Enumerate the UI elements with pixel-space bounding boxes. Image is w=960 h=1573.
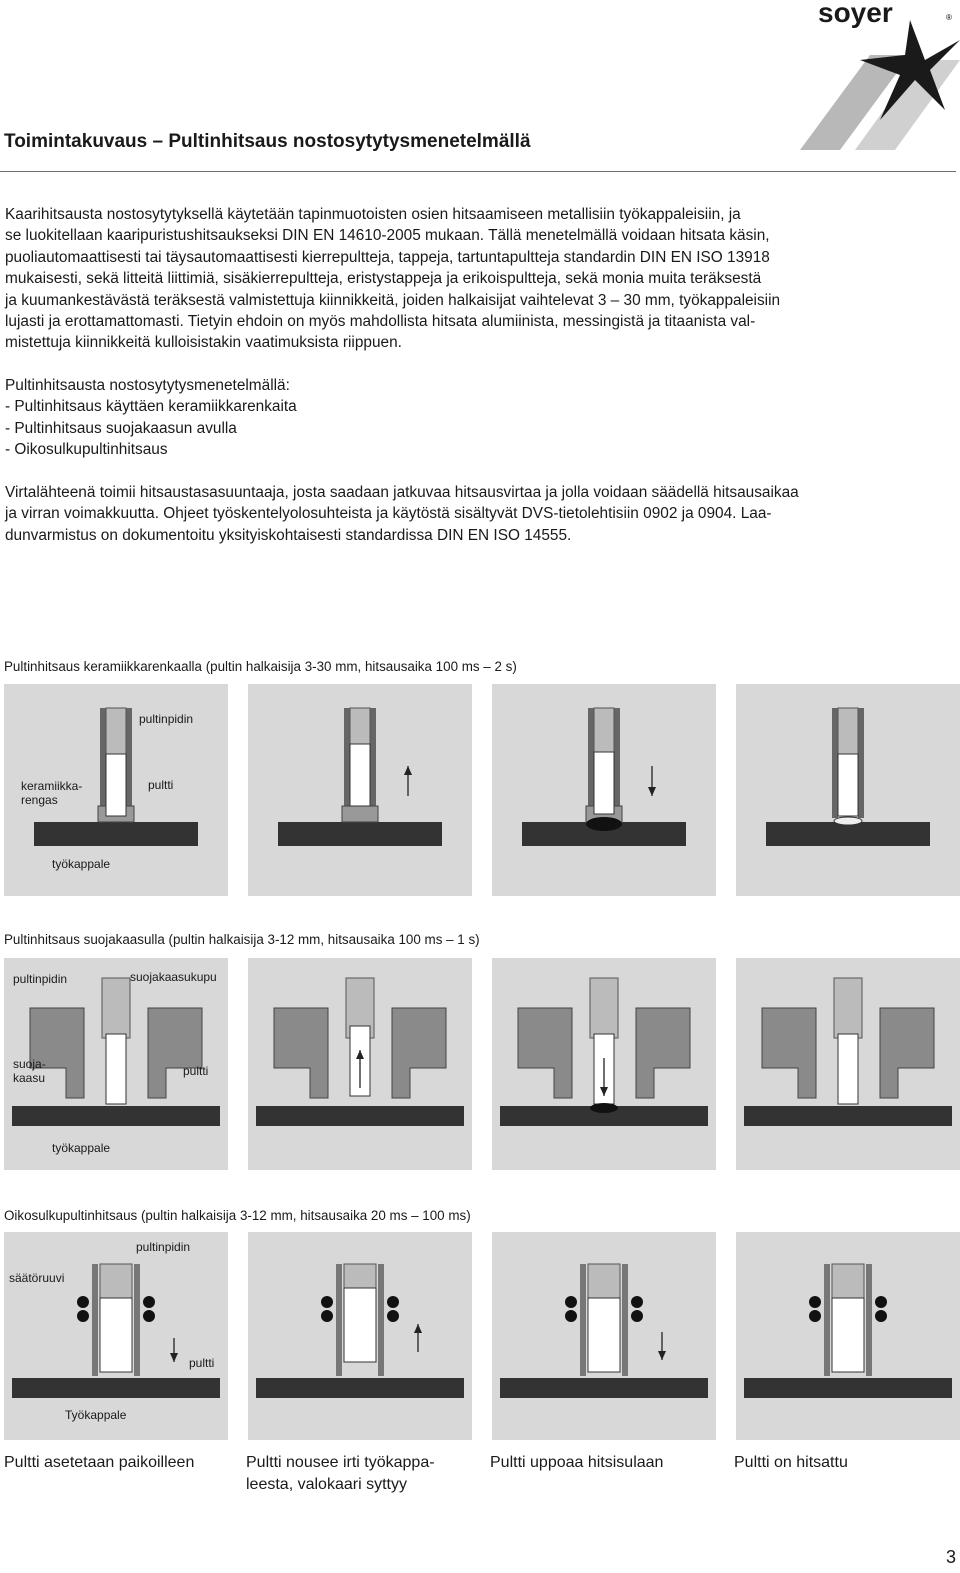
step-caption-3: Pultti uppoaa hitsisulaan [490,1454,664,1471]
step-caption-2: Pultti nousee irti työkappa- leesta, valokaari syttyy [246,1454,435,1493]
label-stud: pultti [148,778,174,792]
shielding-gas-diagram-step-2 [248,958,472,1170]
label-gas-cup: suojakaasukupu [130,970,217,984]
list-item: - Oikosulkupultinhitsaus [5,441,168,459]
section-caption-shielding-gas: Pultinhitsaus suojakaasulla (pultin halkaisija 3-12 mm, hitsausaika 100 ms – 1 s) [4,932,480,947]
page-number: 3 [945,1547,956,1567]
section-caption-ceramic: Pultinhitsaus keramiikkarenkaalla (pultin halkaisija 3-30 mm, hitsausaika 100 ms – 2 s) [4,659,517,674]
title-divider [0,171,956,172]
label-workpiece: Työkappale [65,1408,127,1422]
label-holder: pultinpidin [13,972,68,986]
power-source-paragraph: Virtalähteenä toimii hitsaustasasuuntaaja, josta saadaan jatkuvaa hitsausvirtaa ja jolla voidaan säädellä hitsausaikaa ja virran voimakkuutta. Ohjeet työskentelyolosuhteista ja käytöstä sisältyvät DVS-tietolehtisiin 0902 ja 0904. Laa- dunvarmistus on dokumentoitu yksityiskohtaisesti standardissa DIN EN ISO 14555. [5,484,799,544]
list-item: - Pultinhitsaus suojakaasun avulla [5,419,237,437]
list-item: - Pultinhitsaus käyttäen keramiikkarenkaita [5,398,297,416]
label-stud: pultti [183,1064,209,1078]
label-workpiece: työkappale [52,1141,111,1155]
step-caption-1: Pultti asetetaan paikoilleen [4,1454,195,1471]
label-holder: pultinpidin [139,712,194,726]
ceramic-diagram-step-3 [492,684,716,896]
section-caption-short-cycle: Oikosulkupultinhitsaus (pultin halkaisija 3-12 mm, hitsausaika 20 ms – 100 ms) [4,1208,471,1223]
label-workpiece: työkappale [52,857,111,871]
label-adjust-screw: säätöruuvi [9,1271,65,1285]
step-caption-4: Pultti on hitsattu [734,1454,848,1471]
shielding-gas-diagram-step-4 [736,958,960,1170]
short-cycle-diagram-step-4 [736,1232,960,1440]
ceramic-diagram-step-2 [248,684,472,896]
label-ceramic-ring: keramiikka- rengas [21,779,83,807]
label-shielding-gas: suoja- kaasu [13,1057,46,1085]
method-list [5,375,905,461]
brand-wordmark: soyer [818,0,893,28]
soyer-logo [760,0,960,155]
page-title: Toimintakuvaus – Pultinhitsaus nostosytytysmenetelmällä [4,131,531,152]
short-cycle-diagram-step-3 [492,1232,716,1440]
svg-text:®: ® [946,13,952,22]
short-cycle-diagram-step-2 [248,1232,472,1440]
shielding-gas-diagram-step-3 [492,958,716,1170]
method-list-title: Pultinhitsausta nostosytytysmenetelmällä: [5,377,290,394]
ceramic-diagram-step-4 [736,684,960,896]
label-stud: pultti [189,1356,215,1370]
intro-paragraph: Kaarihitsausta nostosytytyksellä käytetään tapinmuotoisten osien hitsaamiseen metallisiin työkappaleisiin, ja se luokitellaan kaaripuristushitsaukseksi DIN EN 14610-2005 mukaan. Tällä menetelmällä voidaan hitsata käsin, puoliautomaattisesti tai täysautomaattisesti kierrepultteja, tappeja, tartuntapultteja standardin DIN EN ISO 13918 mukaisesti, sekä litteitä liittimiä, sisäkierrepultteja, eristystappeja ja erikoispultteja, sekä monia muita teräksestä ja kuumankestävästä teräksestä valmistettuja kiinnikkeitä, joiden halkaisijat vaihtelevat 3 – 30 mm, työkappaleisiin lujasti ja erottamattomasti. Tietyin ehdoin on myös mahdollista hitsata alumiinista, messingistä ja titaanista val- mistettuja kiinnikkeitä kulloisistakin vaatimuksista riippuen. [5,206,781,352]
label-holder: pultinpidin [136,1240,191,1254]
